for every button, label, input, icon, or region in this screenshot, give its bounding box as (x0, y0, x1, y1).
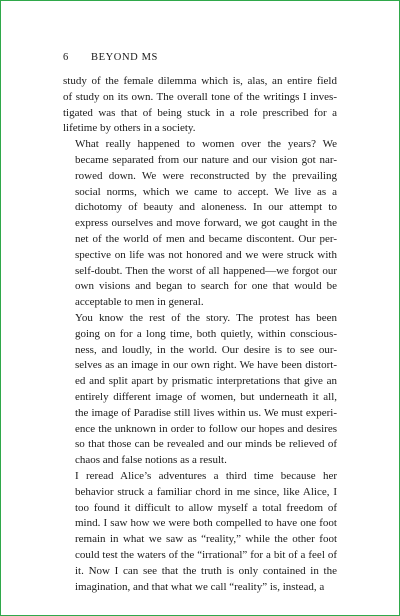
text-line: could test the waters of the “irrational” for a bit of a feel of (75, 548, 337, 561)
text-line: remain in what we saw as “reality,” while the other foot (75, 533, 337, 546)
text-line: became separated from our nature and our vision got nar- (75, 153, 337, 166)
paragraph (63, 74, 337, 137)
text-line: acceptable to men in general. (75, 296, 204, 309)
text-line: chaos and false notions as a result. (75, 454, 227, 467)
text-line: own visions and began to search for one that would be (75, 280, 337, 293)
paragraph (63, 137, 337, 311)
text-line: ness, and loudly, in the world. Our desire is to see our- (75, 343, 337, 356)
text-line: the image of Paradise still lives within us. We must experi- (75, 406, 337, 419)
text-line: tigated was that of being stuck in a role prescribed for a (63, 106, 337, 119)
text-line: ence the unknown in order to follow our hopes and desires (75, 422, 337, 435)
text-line: spective on life was not honored and we were struck with (75, 248, 337, 261)
text-line: too found it difficult to allow myself a total freedom of (75, 501, 337, 514)
text-line: social norms, which we came to accept. We live as a (75, 185, 337, 198)
text-line: What really happened to women over the years? We (75, 138, 337, 151)
text-line: rowed down. We were reconstructed by the prevailing (75, 169, 337, 182)
running-head (63, 51, 337, 65)
running-title: BEYOND MS (91, 52, 158, 63)
text-line: lifetime by others in a society. (63, 122, 196, 135)
body-text (63, 74, 337, 595)
paragraph (63, 469, 337, 595)
text-line: of study on its own. The overall tone of the writings I inves- (63, 90, 337, 103)
text-line: study of the female dilemma which is, alas, an entire field (63, 75, 337, 87)
text-line: mind. I saw how we were both compelled to have one foot (75, 517, 337, 530)
text-line: net of the world of men and became discontent. Our per- (75, 232, 337, 245)
text-line: I reread Alice’s adventures a third time because her (75, 469, 337, 482)
text-line: selves as an image in our own right. We have been distort- (75, 359, 337, 372)
page-number: 6 (63, 52, 69, 63)
text-line: imagination, and that what we call “reality” is, instead, a (75, 580, 325, 593)
text-line: entirely different image of women, but underneath it all, (75, 390, 337, 403)
text-line: it. Now I can see that the truth is only contained in the (75, 564, 337, 577)
text-line: so that those can be revealed and our minds be relieved of (75, 438, 337, 451)
text-line: going on for a long time, both quietly, within conscious- (75, 327, 337, 340)
book-page (63, 51, 337, 595)
text-line: ed and split apart by prismatic interpretations that give an (75, 375, 337, 388)
paragraph (63, 311, 337, 469)
text-line: express ourselves and move forward, we got caught in the (75, 217, 337, 230)
text-line: dichotomy of beauty and aloneness. In our attempt to (75, 201, 337, 214)
text-line: self-doubt. Then the worst of all happened—we forgot our (75, 264, 337, 277)
text-line: You know the rest of the story. The protest has been (75, 311, 337, 324)
text-line: behavior struck a familiar chord in me since, like Alice, I (75, 485, 337, 498)
